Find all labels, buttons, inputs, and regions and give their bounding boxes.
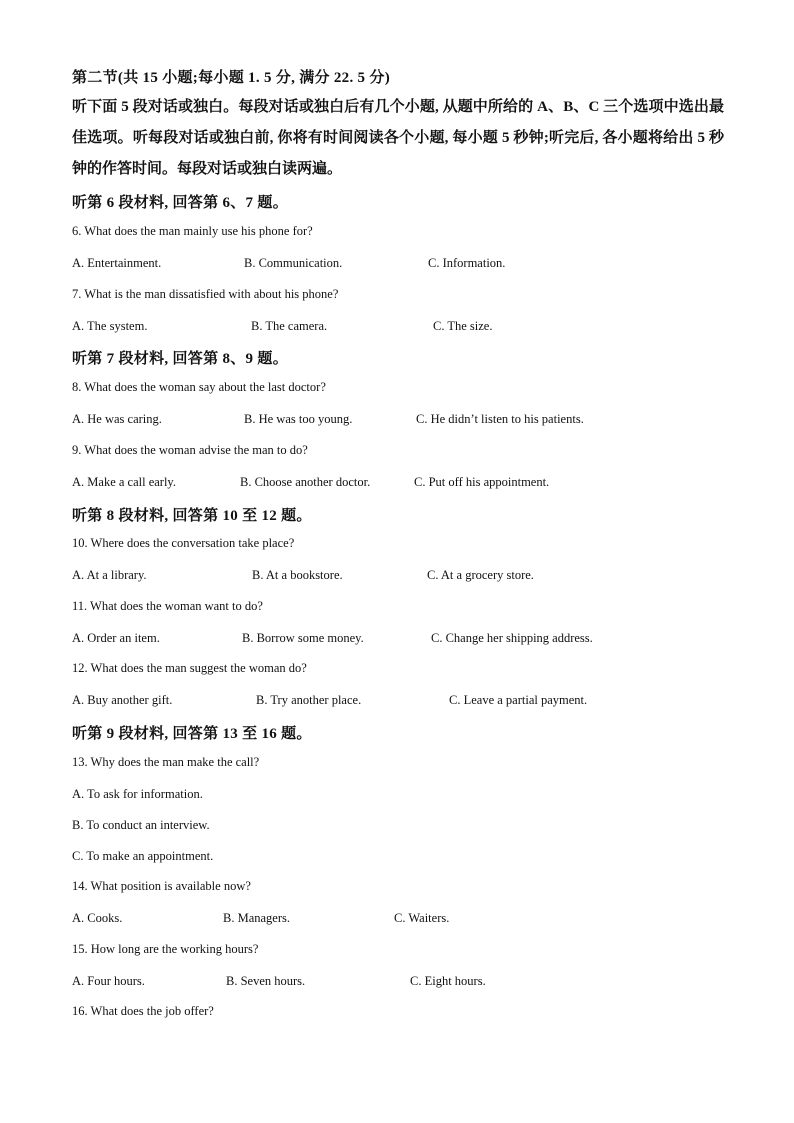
option-b: B. At a bookstore. <box>252 568 343 582</box>
option-b: B. He was too young. <box>244 412 353 426</box>
option-c: C. Change her shipping address. <box>431 631 593 645</box>
option-b: B. Seven hours. <box>226 974 306 988</box>
section-instructions: 听下面 5 段对话或独白。每段对话或独白后有几个小题, 从题中所给的 A、B、C 三个选项中选出最佳选项。听每段对话或独白前, 你将有时间阅读各个小题, 每小题 5 秒钟;听完后, 各小题将给出 5 秒钟的作答时间。每段对话或独白读两遍。 <box>72 99 724 177</box>
option-a: A. Entertainment. <box>72 256 162 270</box>
question-stem: 9. What does the woman advise the man to do? <box>72 443 308 457</box>
option-c: C. To make an appointment. <box>72 849 214 863</box>
question-stem: 15. How long are the working hours? <box>72 942 259 956</box>
option-b: B. Communication. <box>244 256 343 270</box>
option-c: C. Put off his appointment. <box>414 475 550 489</box>
option-a: A. He was caring. <box>72 412 162 426</box>
option-a: A. To ask for information. <box>72 787 203 801</box>
option-a: A. Four hours. <box>72 974 145 988</box>
option-b: B. Choose another doctor. <box>240 475 371 489</box>
question-stem: 8. What does the woman say about the last doctor? <box>72 380 326 394</box>
option-a: A. The system. <box>72 319 148 333</box>
question-stem: 12. What does the man suggest the woman do? <box>72 661 307 675</box>
question-stem: 6. What does the man mainly use his phone for? <box>72 224 313 238</box>
question-stem: 11. What does the woman want to do? <box>72 599 263 613</box>
option-c: C. Eight hours. <box>410 974 486 988</box>
question-stem: 10. Where does the conversation take place? <box>72 536 295 550</box>
option-c: C. Information. <box>428 256 506 270</box>
option-c: C. The size. <box>433 319 493 333</box>
option-c: C. Waiters. <box>394 911 450 925</box>
group-heading: 听第 6 段材料, 回答第 6、7 题。 <box>72 195 289 211</box>
group-heading: 听第 7 段材料, 回答第 8、9 题。 <box>72 351 289 367</box>
option-c: C. At a grocery store. <box>427 568 534 582</box>
question-stem: 13. Why does the man make the call? <box>72 755 260 769</box>
question-stem: 7. What is the man dissatisfied with about his phone? <box>72 287 339 301</box>
option-a: A. Make a call early. <box>72 475 176 489</box>
option-b: B. To conduct an interview. <box>72 818 210 832</box>
question-stem: 16. What does the job offer? <box>72 1004 214 1018</box>
group-heading: 听第 8 段材料, 回答第 10 至 12 题。 <box>72 508 312 524</box>
option-a: A. Buy another gift. <box>72 693 173 707</box>
option-c: C. He didn’t listen to his patients. <box>416 412 584 426</box>
option-a: A. At a library. <box>72 568 147 582</box>
group-heading: 听第 9 段材料, 回答第 13 至 16 题。 <box>72 726 312 742</box>
option-b: B. Try another place. <box>256 693 362 707</box>
option-b: B. Borrow some money. <box>242 631 364 645</box>
section-title: 第二节(共 15 小题;每小题 1. 5 分, 满分 22. 5 分) <box>72 70 390 86</box>
option-b: B. The camera. <box>251 319 328 333</box>
option-b: B. Managers. <box>223 911 290 925</box>
option-a: A. Cooks. <box>72 911 123 925</box>
option-a: A. Order an item. <box>72 631 160 645</box>
option-c: C. Leave a partial payment. <box>449 693 588 707</box>
question-stem: 14. What position is available now? <box>72 879 251 893</box>
